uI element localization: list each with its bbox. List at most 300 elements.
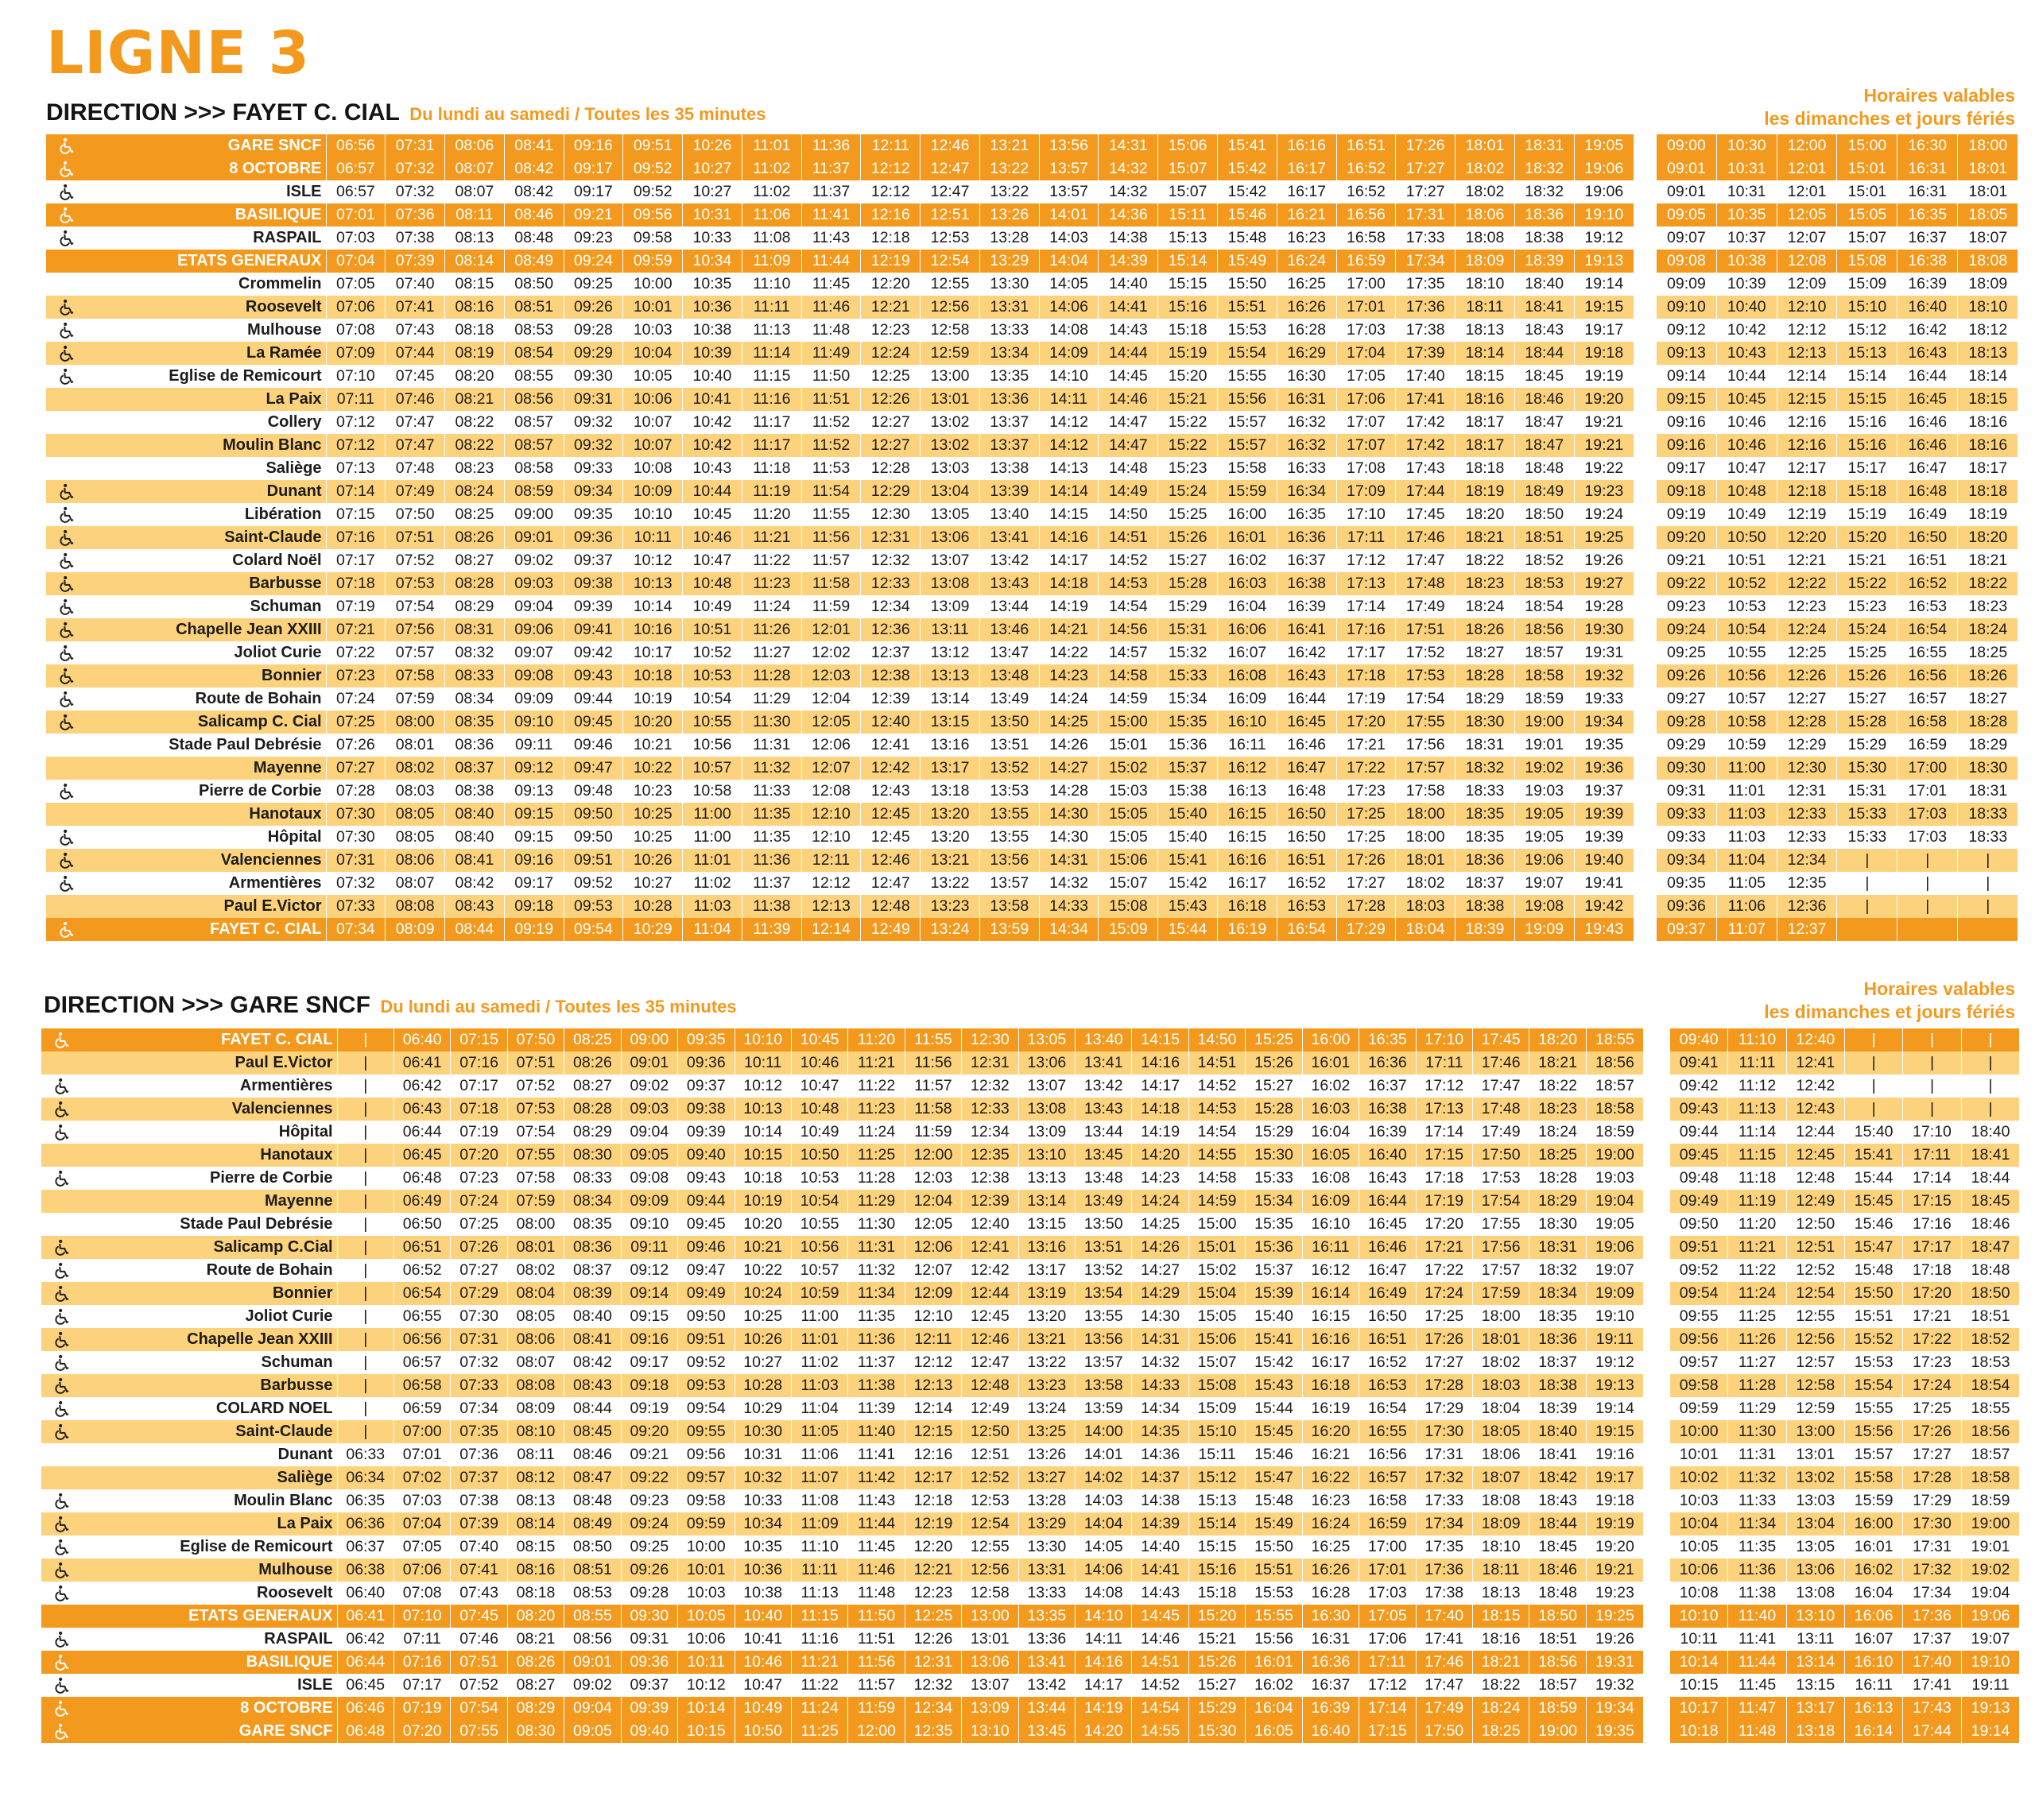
departure-time: 10:47 [735, 1674, 791, 1697]
departure-time: 15:07 [1099, 872, 1158, 895]
wheelchair-cell [41, 1167, 83, 1190]
sunday-time: 15:21 [1837, 549, 1897, 572]
departure-time: 11:35 [848, 1305, 905, 1328]
wheelchair-icon [58, 137, 76, 155]
sunday-time: 09:51 [1670, 1236, 1728, 1259]
departure-time: 13:28 [979, 227, 1039, 250]
departure-time: 16:45 [1277, 711, 1336, 734]
departure-time: 09:17 [564, 180, 623, 203]
sunday-row [1657, 134, 2018, 157]
departure-time: 19:06 [1574, 180, 1634, 203]
weekday-timetable-1 [46, 134, 1634, 941]
departure-time: 13:48 [1076, 1167, 1132, 1190]
departure-time: 06:44 [393, 1121, 450, 1144]
departure-time: 12:50 [962, 1420, 1018, 1443]
departure-time: 09:58 [678, 1489, 735, 1512]
wheelchair-icon [58, 230, 76, 247]
departure-time: 13:15 [921, 711, 980, 734]
departure-time: 16:50 [1277, 826, 1336, 849]
sunday-row [1670, 1236, 2020, 1259]
departure-time: 07:38 [386, 227, 445, 250]
departure-time: 12:11 [801, 849, 861, 872]
departure-time: 19:15 [1586, 1420, 1643, 1443]
departure-time: 18:22 [1472, 1674, 1529, 1697]
departure-time: 12:05 [905, 1213, 961, 1236]
departure-time: 08:34 [564, 1190, 621, 1213]
sunday-time: | [1897, 895, 1958, 918]
sunday-time: 16:07 [1844, 1628, 1902, 1651]
departure-time: 18:19 [1456, 480, 1515, 503]
sunday-time: 15:52 [1844, 1328, 1902, 1351]
departure-time: 11:37 [742, 872, 801, 895]
sunday-time: 09:26 [1657, 664, 1717, 687]
departure-time: 17:23 [1336, 780, 1396, 803]
departure-time: 15:10 [1188, 1420, 1245, 1443]
departure-time: 08:41 [564, 1328, 621, 1351]
stop-name: 8 OCTOBRE [87, 157, 326, 180]
departure-time: 10:12 [678, 1674, 735, 1697]
departure-time: 13:58 [1076, 1374, 1132, 1397]
departure-time: 08:01 [386, 734, 445, 757]
departure-time: 10:40 [683, 365, 742, 388]
departure-time: 13:23 [921, 895, 980, 918]
departure-time: 18:42 [1529, 1466, 1586, 1489]
departure-time: 13:03 [921, 457, 980, 480]
sunday-row [1657, 803, 2018, 826]
departure-time: 14:56 [1099, 618, 1158, 641]
departure-time: 13:02 [921, 411, 980, 434]
sunday-time: 15:16 [1837, 434, 1897, 457]
wheelchair-icon [53, 1700, 71, 1717]
departure-time: 13:43 [1076, 1098, 1132, 1121]
departure-time: 06:40 [337, 1582, 393, 1605]
wheelchair-cell [46, 849, 87, 872]
departure-time: 17:06 [1336, 388, 1396, 411]
timetable-row [46, 526, 1634, 549]
departure-time: 11:10 [791, 1535, 847, 1559]
departure-time: 17:00 [1336, 273, 1396, 296]
departure-time: 13:33 [979, 319, 1039, 342]
sunday-time: 09:27 [1657, 687, 1717, 711]
sunday-time: 09:33 [1657, 803, 1717, 826]
departure-time: 08:19 [445, 342, 505, 365]
departure-time: 14:11 [1076, 1628, 1132, 1651]
departure-time: 14:02 [1076, 1466, 1132, 1489]
timetable-row [41, 1582, 1643, 1605]
departure-time: 17:18 [1416, 1167, 1472, 1190]
departure-time: 06:34 [337, 1466, 393, 1489]
departure-time: 06:57 [393, 1351, 450, 1374]
sunday-time: 10:02 [1670, 1466, 1728, 1489]
departure-time: 19:00 [1529, 1720, 1586, 1743]
departure-time: 07:50 [507, 1028, 564, 1051]
sunday-row [1670, 1420, 2020, 1443]
departure-time: 14:35 [1132, 1420, 1188, 1443]
departure-time: 18:13 [1456, 319, 1515, 342]
departure-time: 11:39 [742, 918, 801, 941]
departure-time: 13:06 [921, 526, 980, 549]
departure-time: 18:59 [1529, 1697, 1586, 1720]
departure-time: 10:07 [623, 411, 683, 434]
sunday-time: 18:54 [1961, 1374, 2019, 1397]
departure-time: 15:07 [1188, 1351, 1245, 1374]
departure-time: 09:24 [564, 250, 623, 273]
stop-name: Mayenne [83, 1190, 337, 1213]
departure-time: 15:11 [1158, 203, 1218, 227]
wheelchair-icon [53, 1423, 71, 1441]
departure-time: 16:11 [1302, 1236, 1359, 1259]
departure-time: 07:03 [393, 1489, 450, 1512]
departure-time: 12:18 [861, 227, 921, 250]
departure-time: 13:51 [979, 734, 1039, 757]
departure-time: 10:12 [623, 549, 683, 572]
wheelchair-cell [46, 757, 87, 780]
departure-time: 15:49 [1246, 1512, 1302, 1535]
sunday-time: | [1897, 849, 1958, 872]
departure-time: 16:12 [1218, 757, 1277, 780]
timetable-row [46, 641, 1634, 664]
wheelchair-cell [46, 687, 87, 711]
departure-time: 14:00 [1076, 1420, 1132, 1443]
departure-time: 14:32 [1132, 1351, 1188, 1374]
sunday-row [1670, 1213, 2020, 1236]
departure-time: 08:40 [564, 1305, 621, 1328]
departure-time: 12:10 [801, 826, 861, 849]
departure-time: 11:19 [742, 480, 801, 503]
departure-time: 09:25 [564, 273, 623, 296]
sunday-time: 15:56 [1844, 1420, 1902, 1443]
departure-time: 15:50 [1246, 1535, 1302, 1559]
departure-time: 11:01 [683, 849, 742, 872]
departure-time: 10:53 [791, 1167, 847, 1190]
sunday-time: 19:02 [1961, 1559, 2019, 1582]
departure-time: 10:57 [791, 1259, 847, 1282]
sunday-time: | [1844, 1075, 1902, 1098]
departure-time: 16:07 [1218, 641, 1277, 664]
wheelchair-cell [41, 1374, 83, 1397]
departure-time: 15:44 [1246, 1397, 1302, 1420]
departure-time: 18:43 [1514, 319, 1574, 342]
wheelchair-cell [46, 434, 87, 457]
sunday-time: 16:53 [1897, 595, 1958, 618]
departure-time: 07:51 [386, 526, 445, 549]
departure-time: 16:26 [1302, 1559, 1359, 1582]
departure-time: 16:08 [1302, 1167, 1359, 1190]
sunday-time: | [1958, 872, 2018, 895]
sunday-row [1657, 273, 2018, 296]
departure-time: 07:08 [326, 319, 386, 342]
timetable-row [41, 1213, 1643, 1236]
sunday-time: 17:16 [1903, 1213, 1961, 1236]
departure-time: 14:50 [1099, 503, 1158, 526]
departure-time: 14:36 [1132, 1443, 1188, 1466]
stop-name: Hanotaux [83, 1144, 337, 1167]
departure-time: 19:20 [1574, 388, 1634, 411]
sunday-time: 15:44 [1844, 1167, 1902, 1190]
departure-time: 07:23 [451, 1167, 507, 1190]
departure-time: 16:39 [1359, 1121, 1416, 1144]
departure-time: 14:31 [1132, 1328, 1188, 1351]
departure-time: 19:10 [1586, 1305, 1643, 1328]
wheelchair-icon [58, 714, 76, 731]
departure-time: 11:21 [742, 526, 801, 549]
departure-time: 10:50 [791, 1144, 847, 1167]
departure-time: 15:40 [1158, 803, 1218, 826]
sunday-time: 19:01 [1961, 1535, 2019, 1559]
departure-time: 17:29 [1336, 918, 1396, 941]
departure-time: 19:19 [1574, 365, 1634, 388]
departure-time: 07:04 [393, 1512, 450, 1535]
sunday-time: | [1837, 895, 1897, 918]
departure-time: 18:50 [1529, 1605, 1586, 1628]
departure-time: 07:17 [451, 1075, 507, 1098]
sunday-time: 10:44 [1716, 365, 1777, 388]
departure-time: 11:32 [742, 757, 801, 780]
departure-time: 09:14 [621, 1282, 677, 1305]
sunday-time: 12:05 [1777, 203, 1837, 227]
departure-time: 18:57 [1529, 1674, 1586, 1697]
departure-time: 10:09 [623, 480, 683, 503]
departure-time: 11:59 [905, 1121, 961, 1144]
departure-time: 13:22 [979, 157, 1039, 180]
wheelchair-icon [58, 622, 76, 639]
sunday-time: 16:30 [1897, 134, 1958, 157]
departure-time: 10:56 [683, 734, 742, 757]
sunday-time: 18:20 [1958, 526, 2018, 549]
departure-time: 14:13 [1039, 457, 1099, 480]
departure-time: 15:35 [1246, 1213, 1302, 1236]
departure-time: 09:05 [564, 1720, 621, 1743]
departure-time: 18:27 [1456, 641, 1515, 664]
departure-time: 08:05 [386, 826, 445, 849]
departure-time: 07:32 [386, 180, 445, 203]
departure-time: 07:59 [507, 1190, 564, 1213]
sunday-row [1657, 388, 2018, 411]
departure-time: 06:35 [337, 1489, 393, 1512]
departure-time: 07:44 [386, 342, 445, 365]
departure-time: 07:53 [386, 572, 445, 595]
wheelchair-icon [58, 875, 76, 893]
departure-time: 07:10 [393, 1605, 450, 1628]
departure-time: 11:42 [848, 1466, 905, 1489]
departure-time: 07:58 [386, 664, 445, 687]
departure-time: 07:24 [451, 1190, 507, 1213]
departure-time: 18:44 [1514, 342, 1574, 365]
sunday-time: 18:33 [1958, 826, 2018, 849]
departure-time: 15:28 [1246, 1098, 1302, 1121]
departure-time: 13:25 [1018, 1420, 1075, 1443]
departure-time: 10:55 [683, 711, 742, 734]
departure-time: 08:29 [507, 1697, 564, 1720]
sunday-time: 09:31 [1657, 780, 1717, 803]
departure-time: 10:04 [623, 342, 683, 365]
departure-time: 08:11 [507, 1443, 564, 1466]
departure-time: 11:22 [848, 1075, 905, 1098]
departure-time: 10:11 [735, 1051, 791, 1075]
departure-time: 10:28 [623, 895, 683, 918]
sunday-time: 11:07 [1716, 918, 1777, 941]
departure-time: 09:08 [621, 1167, 677, 1190]
departure-time: 08:41 [504, 134, 564, 157]
departure-time: 18:10 [1472, 1535, 1529, 1559]
departure-time: 13:45 [1076, 1144, 1132, 1167]
departure-time: 19:31 [1586, 1651, 1643, 1674]
departure-time: 16:24 [1277, 250, 1336, 273]
departure-time: 07:34 [326, 918, 386, 941]
departure-time: 15:26 [1158, 526, 1218, 549]
departure-time: 09:31 [621, 1628, 677, 1651]
wheelchair-cell [46, 618, 87, 641]
stop-name: La Paix [83, 1512, 337, 1535]
timetable-row [41, 1028, 1643, 1051]
departure-time: 09:47 [564, 757, 623, 780]
departure-time: 18:35 [1456, 826, 1515, 849]
departure-time: 10:54 [791, 1190, 847, 1213]
departure-time: 18:08 [1472, 1489, 1529, 1512]
departure-time: 07:53 [507, 1098, 564, 1121]
departure-time: 13:27 [1018, 1466, 1075, 1489]
departure-time: 16:02 [1246, 1674, 1302, 1697]
departure-time: 11:37 [801, 180, 861, 203]
sunday-time: 09:15 [1657, 388, 1717, 411]
departure-time: 09:50 [564, 803, 623, 826]
departure-time: 09:05 [621, 1144, 677, 1167]
wheelchair-cell [41, 1098, 83, 1121]
departure-time: 11:46 [801, 296, 861, 319]
departure-time: 12:35 [962, 1144, 1018, 1167]
wheelchair-icon [58, 529, 76, 547]
stop-name: ISLE [87, 180, 326, 203]
sunday-time: 12:30 [1777, 757, 1837, 780]
departure-time: 12:31 [905, 1651, 961, 1674]
departure-time: 09:22 [621, 1466, 677, 1489]
departure-time: 14:46 [1099, 388, 1158, 411]
departure-time: 17:10 [1336, 503, 1396, 526]
timetable-row [41, 1559, 1643, 1582]
departure-time: 15:20 [1188, 1605, 1245, 1628]
departure-time: 12:07 [905, 1259, 961, 1282]
sunday-time: | [1844, 1051, 1902, 1075]
departure-time: 16:54 [1359, 1397, 1416, 1420]
departure-time: 13:06 [1018, 1051, 1075, 1075]
departure-time: 11:16 [742, 388, 801, 411]
stop-name: Hôpital [83, 1121, 337, 1144]
wheelchair-icon [53, 1354, 71, 1372]
departure-time: 10:06 [623, 388, 683, 411]
departure-time: 17:12 [1336, 549, 1396, 572]
departure-time: 18:20 [1529, 1028, 1586, 1051]
departure-time: 06:55 [393, 1305, 450, 1328]
departure-time: 06:42 [393, 1075, 450, 1098]
departure-time: 12:47 [861, 872, 921, 895]
sunday-time: 16:45 [1897, 388, 1958, 411]
sunday-time: 11:12 [1728, 1075, 1786, 1098]
departure-time: 16:35 [1359, 1028, 1416, 1051]
departure-time: 14:10 [1039, 365, 1099, 388]
departure-time: 11:05 [791, 1420, 847, 1443]
departure-time: 16:17 [1302, 1351, 1359, 1374]
stop-name: COLARD NOEL [83, 1397, 337, 1420]
sunday-time: 10:11 [1670, 1628, 1728, 1651]
departure-time: 09:09 [621, 1190, 677, 1213]
departure-time: 15:12 [1188, 1466, 1245, 1489]
departure-time: 12:13 [801, 895, 861, 918]
departure-time: 10:11 [678, 1651, 735, 1674]
departure-time: 08:56 [504, 388, 564, 411]
departure-time: 07:30 [326, 803, 386, 826]
departure-time: 09:01 [564, 1651, 621, 1674]
departure-time: 14:05 [1076, 1535, 1132, 1559]
departure-time: 07:12 [326, 434, 386, 457]
sunday-time: 18:18 [1958, 480, 2018, 503]
departure-time: 14:59 [1188, 1190, 1245, 1213]
departure-time: 11:36 [742, 849, 801, 872]
sunday-time: 10:57 [1716, 687, 1777, 711]
departure-time: 08:12 [507, 1466, 564, 1489]
departure-time: 10:14 [678, 1697, 735, 1720]
departure-time: 12:19 [861, 250, 921, 273]
departure-time: 12:27 [861, 434, 921, 457]
departure-time: 07:39 [451, 1512, 507, 1535]
departure-time: 08:05 [507, 1305, 564, 1328]
departure-time: 19:03 [1586, 1167, 1643, 1190]
timetable-row [46, 134, 1634, 157]
departure-time: 16:59 [1359, 1512, 1416, 1535]
departure-time: 14:25 [1039, 711, 1099, 734]
departure-time: 18:41 [1514, 296, 1574, 319]
departure-time: 16:48 [1277, 780, 1336, 803]
wheelchair-icon [58, 645, 76, 662]
departure-time: 12:12 [905, 1351, 961, 1374]
sunday-time: 16:11 [1844, 1674, 1902, 1697]
departure-time: 16:53 [1277, 895, 1336, 918]
sunday-time: 10:10 [1670, 1605, 1728, 1628]
departure-time: 08:55 [504, 365, 564, 388]
departure-time: 15:21 [1188, 1628, 1245, 1651]
departure-time: 15:39 [1246, 1282, 1302, 1305]
departure-time: 09:10 [504, 711, 564, 734]
sunday-time: 18:16 [1958, 434, 2018, 457]
sunday-time: 18:59 [1961, 1489, 2019, 1512]
departure-time: 18:45 [1529, 1535, 1586, 1559]
sunday-time: 09:40 [1670, 1028, 1728, 1051]
sunday-time: 09:57 [1670, 1351, 1728, 1374]
departure-time: 12:56 [962, 1559, 1018, 1582]
sunday-time: 18:47 [1961, 1236, 2019, 1259]
departure-time: 14:11 [1039, 388, 1099, 411]
departure-time: 10:34 [735, 1512, 791, 1535]
departure-time: 13:29 [979, 250, 1039, 273]
sunday-time: 09:54 [1670, 1282, 1728, 1305]
departure-time: 11:13 [791, 1582, 847, 1605]
sunday-time: 13:17 [1786, 1697, 1844, 1720]
departure-time: 08:43 [564, 1374, 621, 1397]
departure-time: 07:04 [326, 250, 386, 273]
wheelchair-cell [41, 1559, 83, 1582]
departure-time: 10:18 [735, 1167, 791, 1190]
wheelchair-cell [41, 1651, 83, 1674]
sunday-time: 09:21 [1657, 549, 1717, 572]
departure-time: 10:58 [683, 780, 742, 803]
sunday-time: 18:41 [1961, 1144, 2019, 1167]
sunday-time: 17:31 [1903, 1535, 1961, 1559]
departure-time: 12:59 [921, 342, 980, 365]
sunday-time: 12:26 [1777, 664, 1837, 687]
departure-time: 12:02 [801, 641, 861, 664]
stop-name: Bonnier [83, 1282, 337, 1305]
departure-time: 10:12 [735, 1075, 791, 1098]
departure-time: 18:24 [1472, 1697, 1529, 1720]
